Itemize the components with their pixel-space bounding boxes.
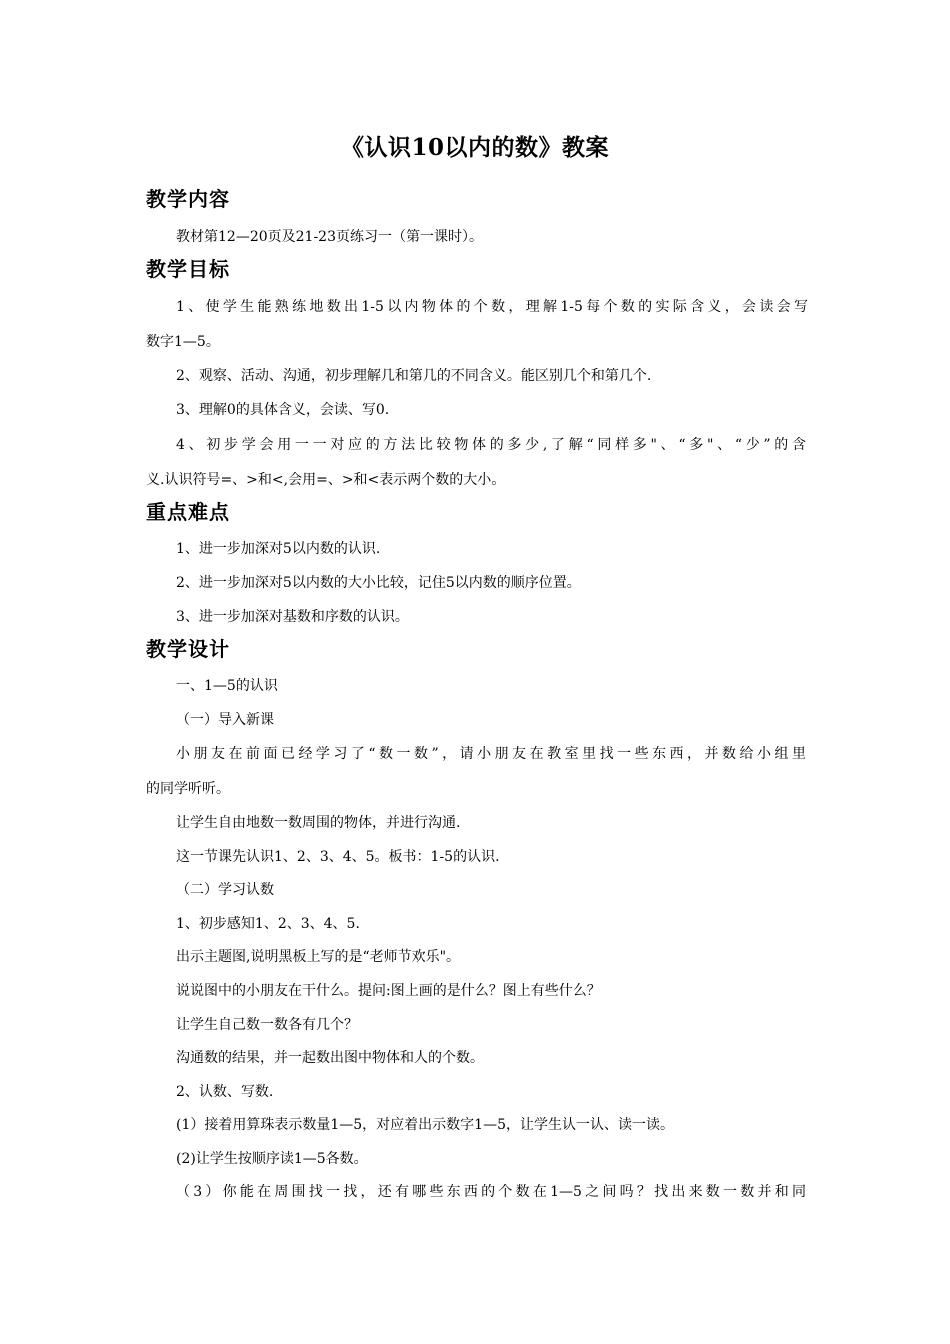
paragraph-line: 小朋友在前面已经学习了“数一数”，请小朋友在教室里找一些东西，并数给小组里: [176, 746, 806, 762]
paragraph-line: (1）接着用算珠表示数量1—5，对应着出示数字1—5，让学生认一认、读一读。: [176, 1117, 674, 1133]
paragraph-line: 数字1—5。: [146, 334, 220, 350]
paragraph-line: 3、理解0的具体含义，会读、写0.: [176, 402, 390, 418]
paragraph-line: 2、进一步加深对5以内数的大小比较，记住5以内数的顺序位置。: [176, 575, 581, 591]
section-heading-design: 教学设计: [146, 637, 230, 661]
paragraph-line: 让学生自己数一数各有几个？: [176, 1017, 358, 1033]
paragraph-line: 说说图中的小朋友在干什么。提问:图上画的是什么？图上有些什么？: [176, 983, 601, 999]
paragraph-line: 让学生自由地数一数周围的物体，并进行沟通.: [176, 815, 461, 831]
paragraph-line: 义.认识符号=、>和<,会用=、>和<表示两个数的大小。: [146, 472, 506, 488]
paragraph-line: 2、认数、写数.: [176, 1084, 274, 1100]
paragraph-line: （二）学习认数: [176, 882, 274, 898]
paragraph-line: 这一节课先认识1、2、3、4、5。板书：1-5的认识.: [176, 849, 500, 865]
paragraph-line: 教材第12—20页及21-23页练习一（第一课时）。: [176, 229, 483, 245]
paragraph-line: 沟通数的结果，并一起数出图中物体和人的个数。: [176, 1050, 484, 1066]
paragraph-line: 1、初步感知1、2、3、4、5.: [176, 916, 360, 932]
section-heading-objectives: 教学目标: [146, 257, 230, 281]
paragraph-line: 4、初步学会用一一对应的方法比较物体的多少,了解“同样多"、“多"、“少”的含: [176, 437, 806, 453]
paragraph-line: 一、1—5的认识: [176, 678, 278, 694]
section-heading-content: 教学内容: [146, 187, 230, 211]
paragraph-line: 3、进一步加深对基数和序数的认识。: [176, 609, 409, 625]
paragraph-line: （一）导入新课: [176, 712, 274, 728]
paragraph-line: 2、观察、活动、沟通，初步理解几和第几的不同含义。能区别几个和第几个.: [176, 368, 652, 384]
paragraph-line: (2)让学生按顺序读1—5各数。: [176, 1151, 368, 1167]
paragraph-line: 1、使学生能熟练地数出1-5以内物体的个数，理解1-5每个数的实际含义，会读会写: [176, 299, 808, 315]
paragraph-line: 出示主题图,说明黑板上写的是“老师节欢乐"。: [176, 949, 461, 965]
paragraph-line: 的同学听听。: [146, 781, 230, 797]
paragraph-line: （3）你能在周围找一找，还有哪些东西的个数在1—5之间吗？找出来数一数并和同: [176, 1184, 806, 1200]
section-heading-key-points: 重点难点: [146, 500, 230, 524]
document-title: 《认识10以内的数》教案: [340, 134, 609, 161]
paragraph-line: 1、进一步加深对5以内数的认识.: [176, 541, 381, 557]
